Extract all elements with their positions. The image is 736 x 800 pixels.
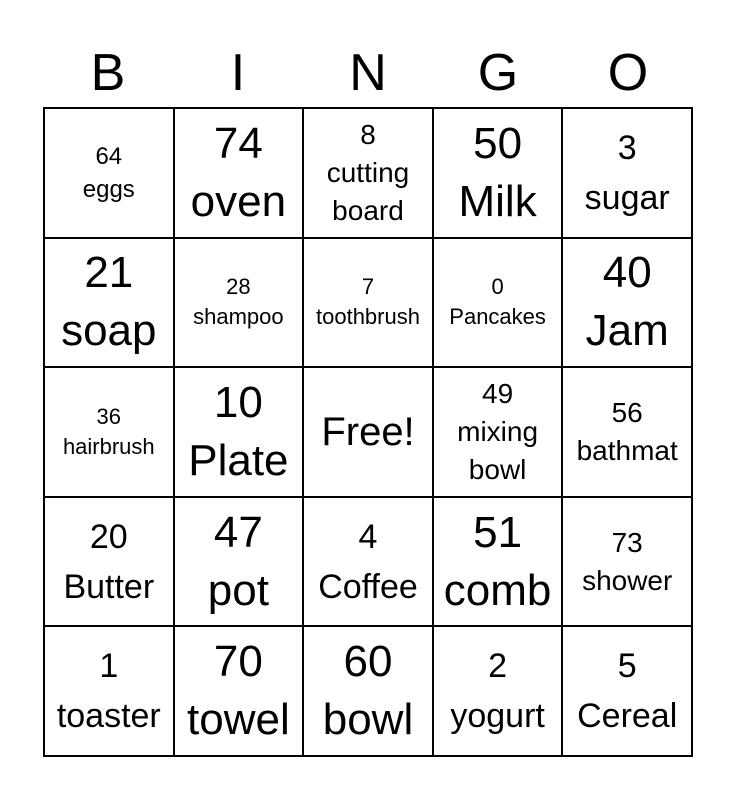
cell-number: 10 [213,377,263,427]
cell-number: 3 [617,128,637,167]
cell-number: 56 [611,396,643,428]
bingo-cell[interactable] [44,367,174,497]
cell-number: 60 [343,637,393,687]
cell-label: toaster [56,697,161,736]
bingo-cell[interactable] [44,626,174,756]
bingo-cell[interactable] [174,497,304,627]
cell-number: 4 [358,517,378,556]
cell-label: Free! [321,409,415,454]
cell-number: 50 [473,118,523,168]
bingo-cell[interactable] [174,238,304,368]
cell-number: 21 [84,248,134,298]
header-letter-o: O [607,44,649,102]
bingo-cell[interactable] [303,108,433,238]
cell-number: 40 [602,248,652,298]
cell-label: eggs [82,175,135,203]
bingo-cell[interactable] [433,238,563,368]
bingo-cell[interactable] [562,367,692,497]
bingo-cell[interactable] [303,626,433,756]
cell-label: Milk [458,176,537,226]
cell-number: 49 [482,377,514,409]
bingo-cell[interactable] [303,497,433,627]
cell-label: Plate [188,435,289,485]
cell-label: toothbrush [316,304,420,330]
bingo-header [43,38,693,108]
cell-number: 64 [95,142,123,170]
cell-label: cutting [326,156,410,188]
cell-label: shower [582,564,673,596]
cell-label: Cereal [577,697,678,736]
cell-number: 36 [96,403,122,429]
cell-label: oven [190,176,287,226]
bingo-cell[interactable] [433,108,563,238]
cell-number: 28 [226,274,251,300]
cell-label: mixing [457,415,539,447]
cell-label: shampoo [193,304,284,330]
bingo-cell[interactable] [174,626,304,756]
cell-label: pot [207,565,269,615]
cell-number: 1 [99,647,119,686]
cell-number: 47 [213,507,263,557]
bingo-cell[interactable] [44,108,174,238]
cell-number: 8 [360,118,376,150]
bingo-cell[interactable] [174,108,304,238]
cell-number: 73 [611,526,643,558]
cell-label: bathmat [576,434,678,466]
cell-label: Jam [585,306,669,356]
cell-label: towel [187,695,290,745]
cell-label: bowl [468,453,527,485]
cell-number: 5 [617,647,637,686]
cell-label: Butter [63,567,155,606]
bingo-grid [43,107,693,757]
cell-number: 74 [213,118,263,168]
bingo-cell[interactable] [433,367,563,497]
bingo-cell[interactable] [562,626,692,756]
header-letter-n: N [349,44,387,102]
bingo-cell[interactable] [433,626,563,756]
cell-label: comb [443,565,552,615]
cell-label: soap [61,306,157,356]
bingo-cell[interactable] [44,238,174,368]
bingo-cell[interactable] [174,367,304,497]
cell-label: Coffee [318,567,418,606]
cell-label: board [332,194,404,226]
bingo-cell[interactable] [562,108,692,238]
cell-label: sugar [584,178,670,217]
cell-number: 20 [89,517,128,556]
header-letter-i: I [230,44,246,102]
cell-number: 51 [473,507,523,557]
header-letter-b: B [90,44,126,102]
cell-label: bowl [322,695,414,745]
bingo-cell[interactable] [562,497,692,627]
cell-label: Pancakes [449,304,546,330]
cell-number: 2 [488,647,508,686]
cell-label: hairbrush [62,433,155,459]
cell-label: yogurt [450,697,545,736]
bingo-cell[interactable] [44,497,174,627]
header-letter-g: G [477,44,519,102]
bingo-cell[interactable] [433,497,563,627]
bingo-cell[interactable] [562,238,692,368]
cell-number: 70 [213,637,263,687]
bingo-cell[interactable] [303,238,433,368]
cell-number: 7 [361,274,375,300]
free-space-cell[interactable] [303,367,433,497]
cell-number: 0 [491,274,504,300]
